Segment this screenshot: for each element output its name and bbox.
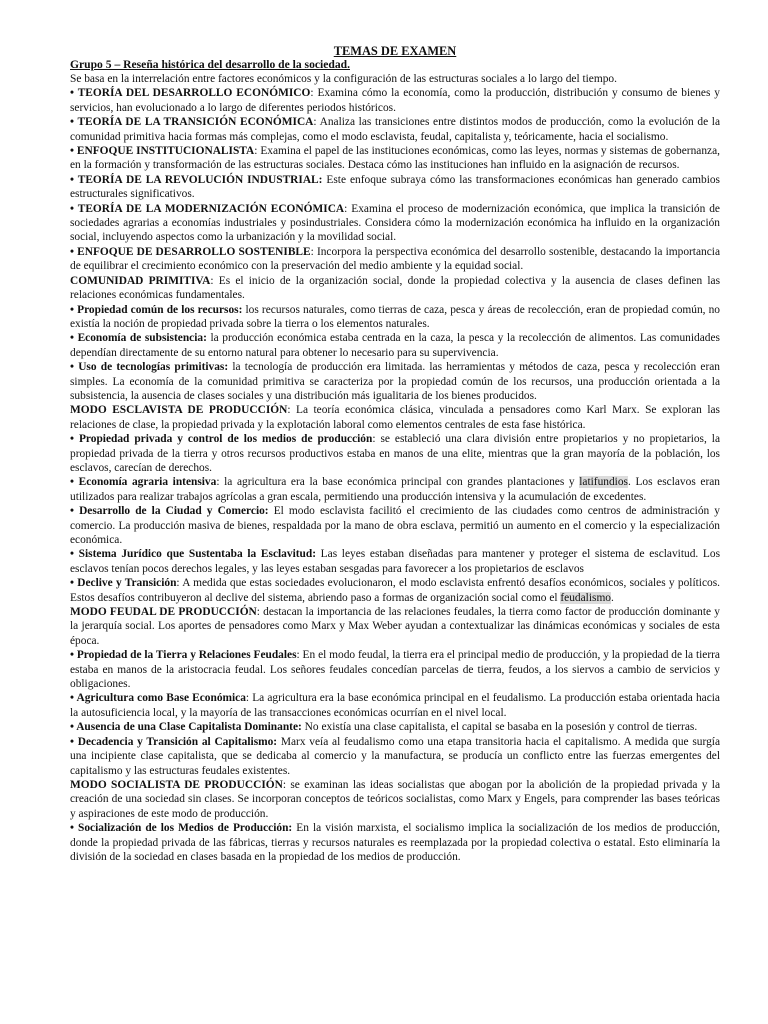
paragraph-text: Marx veía al feudalismo como una etapa transitoria hacia el capitalismo. A medida que surgía una incipiente clase capitalista, que se dedicaba al comercio y la manufactura, se producía un conflicto entre las fuerzas emergentes del capitalismo y las estructuras feudales existentes. xyxy=(70,735,720,777)
paragraph-term: COMUNIDAD PRIMITIVA xyxy=(70,274,211,287)
paragraph xyxy=(70,360,720,403)
paragraph-text: : la agricultura era la base económica principal con grandes plantaciones y xyxy=(216,476,580,489)
paragraph xyxy=(70,432,720,475)
paragraph-term: • Economía de subsistencia: xyxy=(70,332,207,345)
paragraph-term: • Economía agraria intensiva xyxy=(70,476,217,489)
paragraph-term: MODO SOCIALISTA DE PRODUCCIÓN xyxy=(70,778,283,791)
paragraph-text: : se examinan las ideas socialistas que abogan por la abolición de la propiedad privada y la creación de una sociedad sin clases. Se incorporan conceptos de teóricos socialistas, como Marx y Engels, para comprender las bases teóricas y aspiraciones de este modo de producción. xyxy=(70,778,720,820)
paragraph-term: • TEORÍA DE LA MODERNIZACIÓN ECONÓMICA xyxy=(70,202,345,215)
paragraph-text: los recursos naturales, como tierras de caza, pesca y áreas de recolección, eran de propiedad común, no existía la noción de propiedad privada sobre la tierra o los elementos naturales. xyxy=(70,303,721,330)
paragraph-text: : En el modo feudal, la tierra era el principal medio de producción, y la propiedad de la tierra estaba en manos de la aristocracia feudal. Los señores feudales concedían parcelas de tierra, feudos, a los siervos a cambio de servicios y obligaciones. xyxy=(70,649,720,691)
highlighted-word: feudalismo xyxy=(560,591,612,604)
paragraph-term: • Sistema Jurídico que Sustentaba la Esclavitud: xyxy=(70,548,316,561)
paragraph xyxy=(70,735,720,778)
paragraph xyxy=(70,245,720,274)
paragraph-text: : Examina cómo la economía, como la producción, distribución y consumo de bienes y servicios, han evolucionado a lo largo de diferentes periodos históricos. xyxy=(70,87,720,114)
paragraph xyxy=(70,504,720,547)
paragraph-term: • Decadencia y Transición al Capitalismo: xyxy=(70,735,278,748)
paragraph xyxy=(70,605,720,648)
paragraph xyxy=(70,331,720,360)
paragraph-text: la producción económica estaba centrada en la caza, la pesca y la recolección de alimentos. Las comunidades dependían directamente de su entorno natural para obtener lo necesario para su supervivencia. xyxy=(70,332,720,359)
paragraph-term: • Ausencia de una Clase Capitalista Dominante: xyxy=(70,721,302,734)
paragraph xyxy=(70,475,720,504)
paragraph-text: : Examina el proceso de modernización económica, que implica la transición de sociedades agrarias a economías industriales y posindustriales. Considera cómo la modernización económica ha influido en la organización social, incluyendo aspectos como la urbanización y la movilidad social. xyxy=(70,202,720,244)
paragraph-term: • TEORÍA DEL DESARROLLO ECONÓMICO xyxy=(70,87,311,100)
paragraph-term: • ENFOQUE INSTITUCIONALISTA xyxy=(70,145,255,158)
paragraph-term: • Desarrollo de la Ciudad y Comercio: xyxy=(70,505,269,518)
paragraph-term: MODO ESCLAVISTA DE PRODUCCIÓN xyxy=(70,404,288,417)
paragraph-text: : Analiza las transiciones entre distintos modos de producción, como la evolución de la comunidad primitiva hacia formas más complejas, como el modo esclavista, feudal, capitalista y, teóricamente, hacia el socialismo. xyxy=(70,116,720,143)
paragraph-text: : La agricultura era la base económica principal en el feudalismo. La producción estaba orientada hacia la autosuficiencia local, y la mayoría de las transacciones económicas ocurrían en el nivel local. xyxy=(70,692,720,719)
paragraph-text: Este enfoque subraya cómo las transformaciones económicas han generado cambios estructurales significativos. xyxy=(70,173,720,201)
paragraph xyxy=(70,144,720,173)
paragraph-term: • Propiedad común de los recursos: xyxy=(70,303,243,316)
paragraph-text: : se estableció una clara división entre propietarios y no propietarios, la propiedad privada de la tierra y otros recursos productivos estaba en manos de una elite, mientras que la gran mayoría de la población, los esclavos, carecían de derechos. xyxy=(70,433,721,474)
paragraph-text: : Es el inicio de la organización social, donde la propiedad colectiva y la ausencia de clases definen las relaciones económicas fundamentales. xyxy=(70,274,721,302)
paragraph-term: • TEORÍA DE LA TRANSICIÓN ECONÓMICA xyxy=(70,116,314,129)
paragraph-text: : destacan la importancia de las relaciones feudales, la tierra como factor de producción dominante y la jerarquía social. Los aportes de pensadores como Marx y Max Weber ayudan a contextualizar las dinámicas económicas y sociales de esta época. xyxy=(70,606,720,647)
paragraph-text-after: . Los esclavos eran utilizados para realizar trabajos agrícolas a gran escala, permitiendo una producción intensiva y la acumulación de excedentes. xyxy=(70,476,720,503)
paragraph-term: • Propiedad de la Tierra y Relaciones Feudales xyxy=(70,649,297,662)
highlighted-word: latifundios xyxy=(579,476,628,489)
paragraph-term: • Uso de tecnologías primitivas: xyxy=(70,361,229,374)
paragraph xyxy=(70,720,720,734)
paragraph xyxy=(70,274,720,303)
paragraph-text: No existía una clase capitalista, el capital se basaba en la posesión y control de tierras. xyxy=(301,721,698,734)
paragraph-text: El modo esclavista facilitó el crecimiento de las ciudades como centros de administración y comercio. La producción masiva de bienes, respaldada por la mano de obra esclava, permitió un aumento en el comercio y la especialización económica. xyxy=(70,505,721,546)
paragraph-term: • ENFOQUE DE DESARROLLO SOSTENIBLE xyxy=(70,245,311,258)
paragraph xyxy=(70,202,720,245)
paragraph-text: : Examina el papel de las instituciones económicas, como las leyes, normas y sistemas de gobernanza, en la formación y transformación de las estructuras sociales. Destaca cómo las instituciones han influido en la asignación de recursos. xyxy=(70,145,721,172)
paragraph-text: Se basa en la interrelación entre factores económicos y la configuración de las estructuras sociales a lo largo del tiempo. xyxy=(70,73,617,85)
document-body xyxy=(70,72,720,864)
paragraph-term: • Declive y Transición xyxy=(70,577,177,590)
paragraph xyxy=(70,86,720,115)
paragraph xyxy=(70,72,720,86)
paragraph xyxy=(70,778,720,821)
paragraph-term: MODO FEUDAL DE PRODUCCIÓN xyxy=(70,606,257,619)
paragraph-text: : Incorpora la perspectiva económica del desarrollo sostenible, destacando la importancia de equilibrar el crecimiento económico con la preservación del medio ambiente y la equidad social. xyxy=(70,245,720,273)
paragraph xyxy=(70,576,720,605)
paragraph-term: • Socialización de los Medios de Producción: xyxy=(70,822,293,835)
paragraph xyxy=(70,303,720,332)
paragraph-text: : A medida que estas sociedades evolucionaron, el modo esclavista enfrentó desafíos económicos, sociales y políticos. Estos desafíos contribuyeron al declive del sistema, abriendo paso a formas de organización social como el xyxy=(70,577,720,604)
paragraph-text: : La teoría económica clásica, vinculada a pensadores como Karl Marx. Se exploran las relaciones de clase, la propiedad privada y la explotación laboral como elementos centrales de esta fase histórica. xyxy=(70,404,720,431)
paragraph xyxy=(70,115,720,144)
paragraph-term: • Agricultura como Base Económica xyxy=(70,692,246,705)
paragraph xyxy=(70,821,720,864)
paragraph xyxy=(70,547,720,576)
paragraph-text: la tecnología de producción era limitada. las herramientas y métodos de caza, pesca y recolección eran simples. La economía de la comunidad primitiva se caracteriza por la propiedad común de los recursos, una producción orientada a la subsistencia, la ausencia de clases sociales y una distribución más igualitaria de los bienes producidos. xyxy=(70,361,720,402)
group-heading: Grupo 5 – Reseña histórica del desarrollo de la sociedad. xyxy=(70,58,350,71)
paragraph xyxy=(70,173,720,202)
paragraph-text: En la visión marxista, el socialismo implica la socialización de los medios de producción, donde la propiedad privada de las fábricas, tierras y recursos naturales es reemplazada por la propiedad colectiva o estatal. Esto eliminaría la división de la sociedad en clases basada en la propiedad de los medios de producción. xyxy=(70,822,720,863)
paragraph-text: Las leyes estaban diseñadas para mantener y proteger el sistema de esclavitud. Los esclavos tenían pocos derechos legales, y las leyes estaban sesgadas para favorecer a los propietarios de esclavos xyxy=(70,548,720,575)
paragraph xyxy=(70,403,720,432)
paragraph xyxy=(70,691,720,720)
paragraph-term: • Propiedad privada y control de los medios de producción xyxy=(70,433,373,446)
document-title: TEMAS DE EXAMEN xyxy=(333,44,457,58)
paragraph xyxy=(70,648,720,691)
paragraph-term: • TEORÍA DE LA REVOLUCIÓN INDUSTRIAL: xyxy=(70,173,323,186)
paragraph-text-after: . xyxy=(611,591,614,604)
